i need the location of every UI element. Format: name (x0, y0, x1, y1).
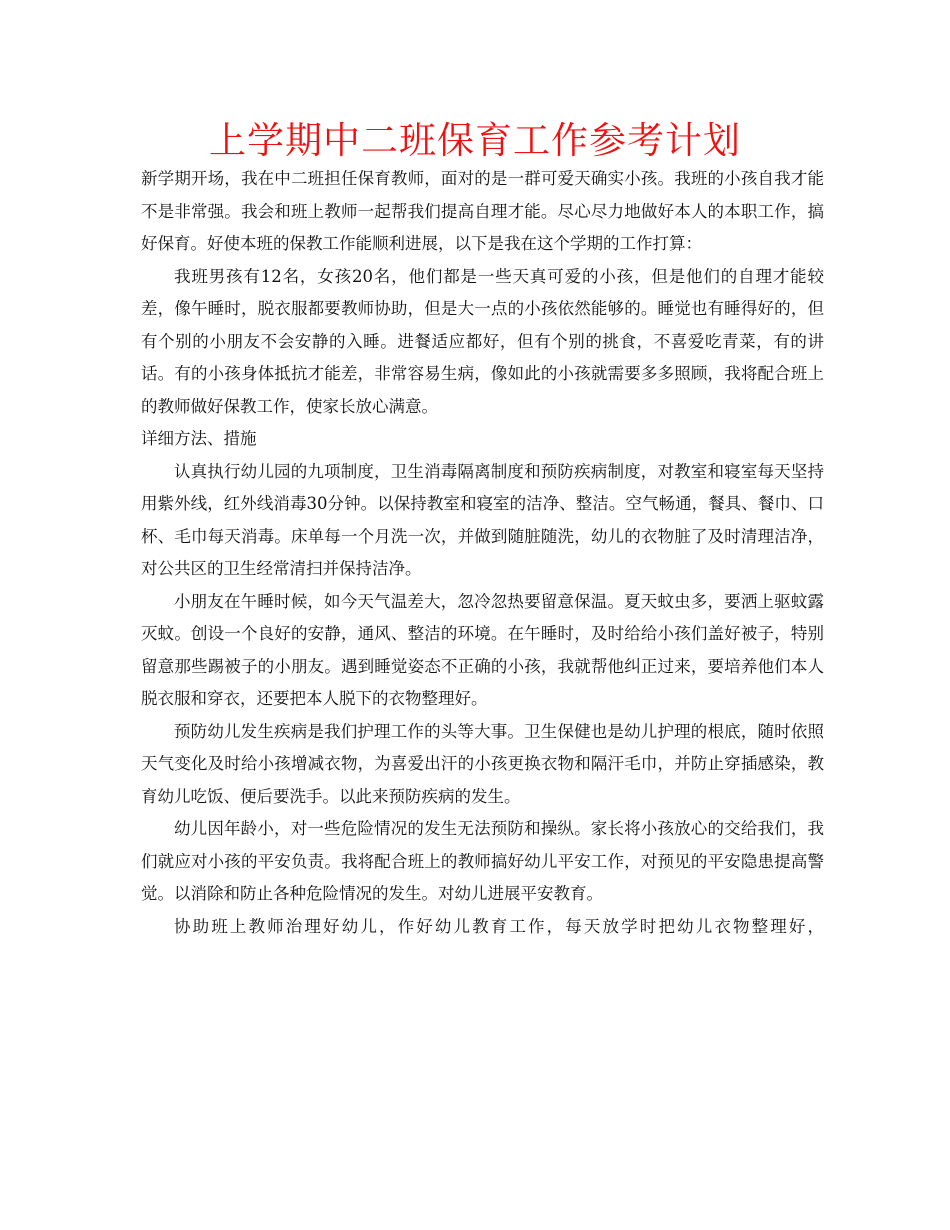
paragraph-disease-prevention: 预防幼儿发生疾病是我们护理工作的头等大事。卫生保健也是幼儿护理的根底，随时依照天气变化及时给小孩增减衣物，为喜爱出汗的小孩更换衣物和隔汗毛巾，并防止穿插感染，教育幼儿吃饭、便后要洗手。以此来预防疾病的发生。 (141, 721, 824, 806)
document-title: 上学期中二班保育工作参考计划 (209, 119, 741, 162)
paragraph-assist-teacher: 协助班上教师治理好幼儿，作好幼儿教育工作，每天放学时把幼儿衣物整理好， (174, 916, 824, 936)
paragraph-nap-time: 小朋友在午睡时候，如今天气温差大，忽冷忽热要留意保温。夏天蚊虫多，要洒上驱蚊露灭蚊。创设一个良好的安静，通风、整洁的环境。在午睡时，及时给给小孩们盖好被子，特别留意那些踢被子的小朋友。遇到睡觉姿态不正确的小孩，我就帮他纠正过来，要培养他们本人脱衣服和穿衣，还要把本人脱下的衣物整理好。 (141, 591, 824, 708)
paragraph-intro: 新学期开场，我在中二班担任保育教师，面对的是一群可爱天确实小孩。我班的小孩自我才能不是非常强。我会和班上教师一起帮我们提高自理才能。尽心尽力地做好本人的本职工作，搞好保育。好使本班的保教工作能顺利进展，以下是我在这个学期的工作打算： (141, 169, 824, 253)
paragraph-class-situation: 我班男孩有12名，女孩20名，他们都是一些天真可爱的小孩，但是他们的自理才能较差，像午睡时，脱衣服都要教师协助，但是大一点的小孩依然能够的。睡觉也有睡得好的，但有个别的小朋友不会安静的入睡。进餐适应都好，但有个别的挑食，不喜爱吃青菜，有的讲话。有的小孩身体抵抗才能差，非常容易生病，像如此的小孩就需要多多照顾，我将配合班上的教师做好保教工作，使家长放心满意。 (141, 266, 824, 416)
document-body (141, 163, 824, 943)
paragraph-hygiene: 认真执行幼儿园的九项制度，卫生消毒隔离制度和预防疾病制度，对教室和寝室每天坚持用紫外线，红外线消毒30分钟。以保持教室和寝室的洁净、整洁。空气畅通，餐具、餐巾、口杯、毛巾每天消毒。床单每一个月洗一次，并做到随脏随洗，幼儿的衣物脏了及时清理洁净，对公共区的卫生经常清扫并保持洁净。 (141, 461, 824, 578)
paragraph-safety: 幼儿因年龄小，对一些危险情况的发生无法预防和操纵。家长将小孩放心的交给我们，我们就应对小孩的平安负责。我将配合班上的教师搞好幼儿平安工作，对预见的平安隐患提高警觉。以消除和防止各种危险情况的发生。对幼儿进展平安教育。 (141, 819, 824, 903)
section-heading-measures: 详细方法、措施 (141, 429, 257, 448)
